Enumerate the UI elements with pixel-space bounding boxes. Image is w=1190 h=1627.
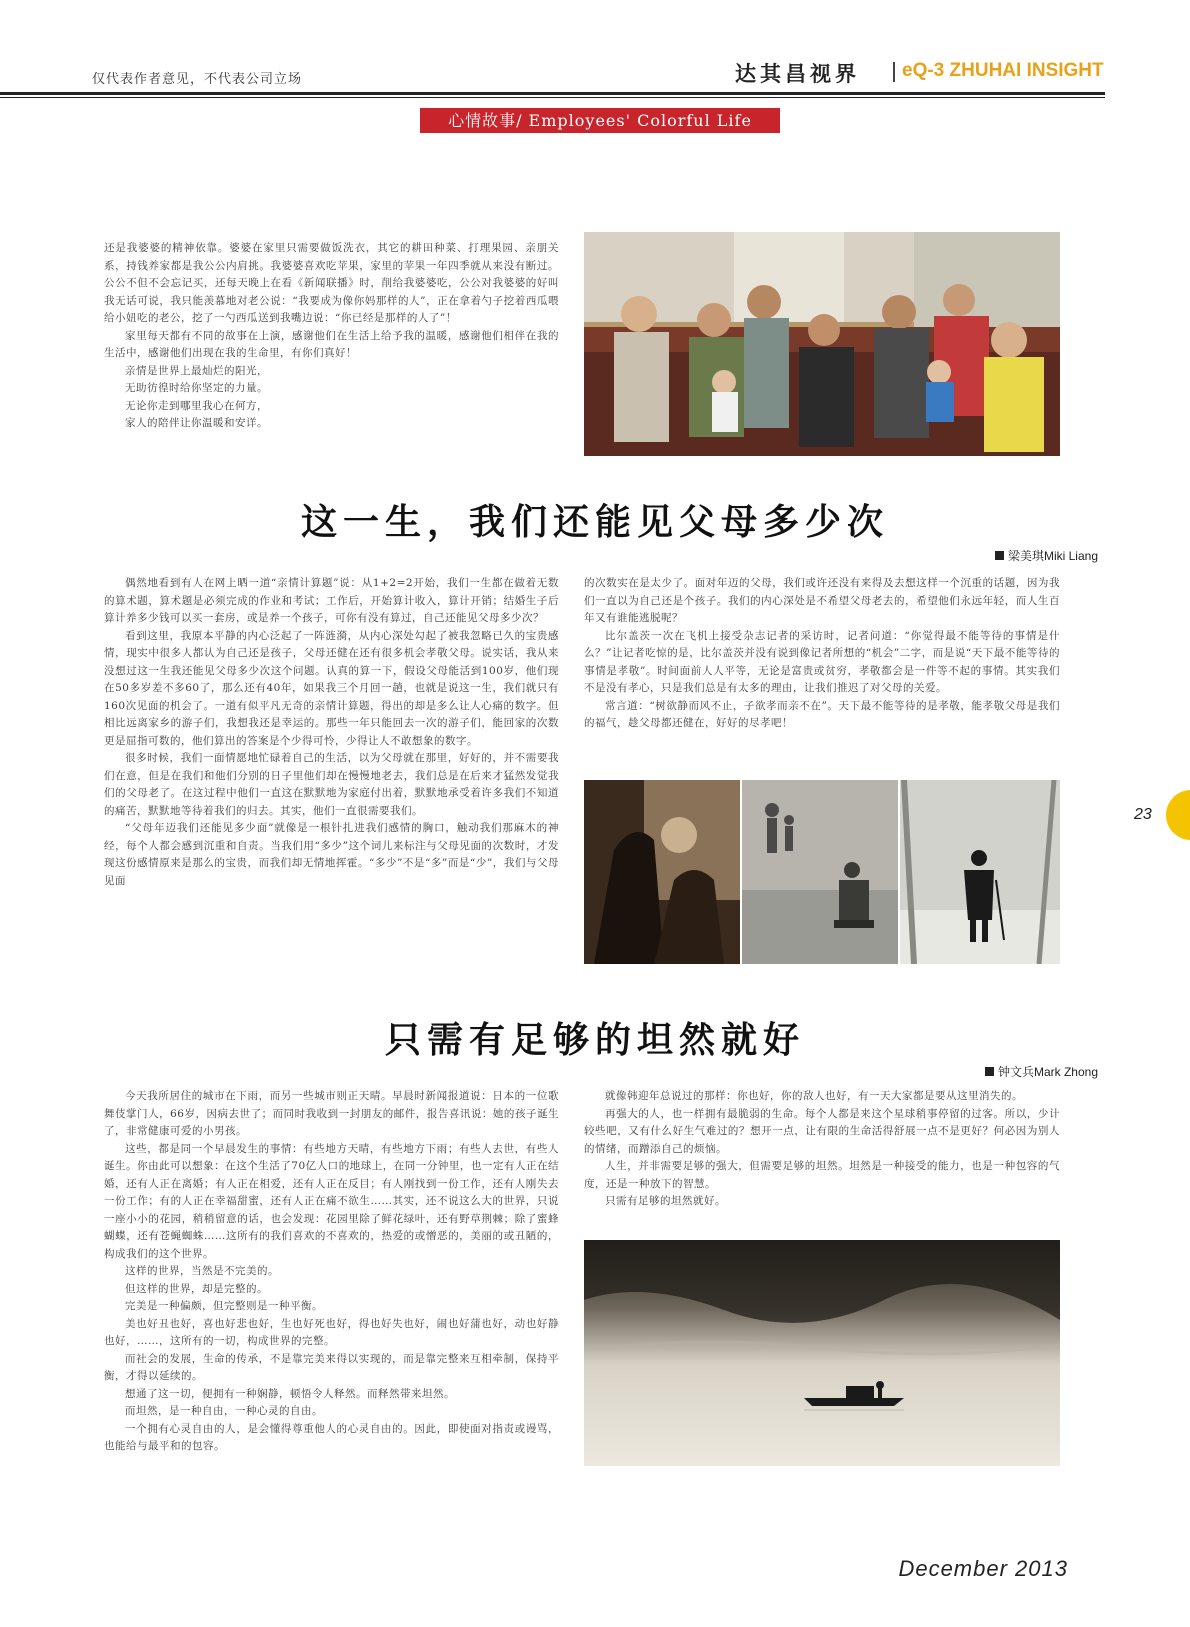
issue-date: December 2013 bbox=[898, 1556, 1068, 1581]
story1-paragraph: 家里每天都有不同的故事在上演，感谢他们在生活上给予我的温暖，感谢他们相伴在我的生活中，感谢他们出现在我的生命里，有你们真好！ bbox=[104, 329, 559, 359]
story3-paragraph: 只需有足够的坦然就好。 bbox=[605, 1195, 726, 1207]
story2-left-column bbox=[104, 575, 559, 890]
story1-text bbox=[104, 240, 559, 433]
story1-verse: 家人的陪伴让你温暖和安详。 bbox=[125, 417, 268, 429]
story3-paragraph: 今天我所居住的城市在下雨，而另一些城市则正天晴。早晨时新闻报道说：日本的一位歌舞伎掌门人，66岁，因病去世了；而同时我收到一封朋友的邮件，报告喜讯说：她的孩子诞生了，非常健康可爱的小男孩。 bbox=[104, 1090, 559, 1137]
page-tab-marker bbox=[1166, 790, 1190, 840]
header-rule-thin bbox=[0, 97, 1105, 98]
story2-paragraph: 的次数实在是太少了。面对年迈的父母，我们或许还没有来得及去想这样一个沉重的话题，因为我们一直以为自己还是个孩子。我们的内心深处是不希望父母老去的，希望他们永远年轻，而人生百年又有谁能逃脱呢？ bbox=[584, 577, 1060, 624]
story2-byline bbox=[995, 547, 1098, 564]
misty-lake-photo bbox=[584, 1240, 1060, 1466]
story3-paragraph: 而社会的发展，生命的传承，不是靠完美来得以实现的，而是靠完整来互相牵制，保持平衡，才得以延续的。 bbox=[104, 1352, 559, 1382]
page-number: 23 bbox=[1134, 806, 1152, 823]
byline-square-icon bbox=[985, 1067, 994, 1076]
story3-paragraph: 人生，并非需要足够的强大，但需要足够的坦然。坦然是一种接受的能力，也是一种包容的气度，还是一种放下的智慧。 bbox=[584, 1160, 1060, 1190]
story3-paragraph: 再强大的人，也一样拥有最脆弱的生命。每个人都是来这个星球稍事停留的过客。所以，少计较些吧，又有什么好生气难过的？想开一点，让有限的生命活得舒展一点不是更好？何必因为别人的情绪，而蹭添自己的烦恼。 bbox=[584, 1107, 1060, 1155]
story2-paragraph: 常言道：“树欲静而风不止，子欲孝而亲不在”。天下最不能等待的是孝敬，能孝敬父母是我们的福气，趁父母都还健在，好好的尽孝吧！ bbox=[584, 699, 1060, 729]
magazine-subtitle: eQ-3 ZHUHAI INSIGHT bbox=[902, 60, 1104, 81]
header-divider bbox=[893, 62, 895, 82]
story3-paragraph: 一个拥有心灵自由的人，是会懂得尊重他人的心灵自由的。因此，即使面对指责或谩骂，也能给与最平和的包容。 bbox=[104, 1422, 559, 1452]
story3-paragraph: 想通了这一切，便拥有一种娴静，顿悟令人释然。而释然带来坦然。 bbox=[125, 1387, 455, 1400]
story3-byline bbox=[985, 1063, 1098, 1080]
story2-paragraph: 比尔盖茨一次在飞机上接受杂志记者的采访时，记者问道：“你觉得最不能等待的事情是什么？”让记者吃惊的是，比尔盖茨并没有说到像记者所想的“机会”二字，而是说“天下最不能等待的事情是孝敬”。时间面前人人平等，无论是富贵或贫穷，孝敬都会是一件等不起的事情。其实我们不是没有孝心，只是我们总是有太多的理由，让我们推迟了对父母的关爱。 bbox=[584, 629, 1060, 694]
story3-paragraph: 就像韩迎年总说过的那样：你也好，你的敌人也好，有一天大家都是要从这里消失的。 bbox=[605, 1090, 1023, 1102]
section-banner: 心情故事/ Employees' Colorful Life bbox=[420, 108, 780, 133]
story1-verse: 无论你走到哪里我心在何方， bbox=[125, 399, 268, 412]
story3-paragraph: 完美是一种偏颇，但完整则是一种平衡。 bbox=[125, 1300, 323, 1312]
story3-title: 只需有足够的坦然就好 bbox=[384, 1019, 805, 1061]
story3-right-column bbox=[584, 1088, 1060, 1211]
story3-paragraph: 这样的世界，当然是不完美的。 bbox=[125, 1265, 279, 1277]
story3-author: 钟文兵Mark Zhong bbox=[997, 1065, 1098, 1079]
story3-paragraph: 但这样的世界，却是完整的。 bbox=[125, 1282, 268, 1295]
story2-right-column bbox=[584, 575, 1060, 733]
magazine-title: 达其昌视界 bbox=[735, 61, 860, 86]
family-photo bbox=[584, 232, 1060, 456]
byline-square-icon bbox=[995, 551, 1004, 560]
story2-paragraph: 很多时候，我们一面情愿地忙碌着自己的生活，以为父母就在那里，好好的，并不需要我们在意，但是在我们和他们分别的日子里他们却在慢慢地老去，我们总是在后来才猛然发觉我们的父母老了。在这过程中他们一直这在默默地为家庭付出着，默默地承受着许多我们不知道的痛苦，默默地等待着我们的归去。其实，他们一直很需要我们。 bbox=[104, 752, 559, 817]
story1-verse: 无助彷徨时给你坚定的力量。 bbox=[125, 382, 268, 394]
story2-author: 梁美琪Miki Liang bbox=[1007, 549, 1098, 563]
story3-paragraph: 而坦然，是一种自由，一种心灵的自由。 bbox=[125, 1405, 323, 1417]
story2-paragraph: “父母年迈我们还能见多少面”就像是一根针扎进我们感情的胸口，触动我们那麻木的神经，每个人都会感到沉重和自责。当我们用“多少”这个词儿来标注与父母见面的次数时，才发现这份感情原来是那么的宝贵，而我们却无情地挥霍。“多少”不是“多”而是“少”，我们与父母见面 bbox=[104, 822, 559, 887]
story1-verse: 亲情是世界上最灿烂的阳光， bbox=[125, 364, 268, 377]
header-rule bbox=[0, 92, 1105, 95]
story2-paragraph: 偶然地看到有人在网上晒一道“亲情计算题”说：从1+2=2开始，我们一生都在做着无数的算术题，算术题是必须完成的作业和考试；工作后，开始算计收入，算计开销；结婚生子后算计养多少钱可以买一套房，或是养一个孩子，可你有没有算过，自己还能见父母多少次？ bbox=[104, 577, 559, 624]
story3-left-column bbox=[104, 1088, 559, 1456]
story3-paragraph: 美也好丑也好，喜也好悲也好，生也好死也好，得也好失也好，闹也好蒲也好，动也好静也好，……，这所有的一切，构成世界的完整。 bbox=[104, 1317, 559, 1347]
disclaimer: 仅代表作者意见，不代表公司立场 bbox=[92, 72, 303, 87]
story3-paragraph: 这些，都是同一个早晨发生的事情：有些地方天晴，有些地方下雨；有些人去世，有些人诞生。你由此可以想象：在这个生活了70亿人口的地球上，在同一分钟里，也一定有人正在结婚，还有人正在离婚；有人正在相爱，还有人正在反目；有人刚找到一份工作，还有人刚失去一份工作；有的人正在幸福甜蜜，还有人正在痛不欲生……其实，还不说这么大的世界，只说一座小小的花园，稍稍留意的话，也会发现：花园里除了鲜花绿叶，还有野草荆棘；除了蜜蜂蝴蝶，还有苍蝇蜘蛛……这所有的我们喜欢的不喜欢的，热爱的或憎恶的，美丽的或丑陋的，构成我们的这个世界。 bbox=[104, 1142, 559, 1260]
elderly-photo-collage bbox=[584, 780, 1060, 964]
story1-paragraph: 还是我婆婆的精神依靠。婆婆在家里只需要做饭洗衣，其它的耕田种菜、打理果园、亲朋关系，持钱养家都是我公公内肩挑。我婆婆喜欢吃苹果，家里的苹果一年四季就从来没有断过。公公不但不会忘记买，还每天晚上在看《新闻联播》时，削给我婆婆吃，公公对我婆婆的好叫我无话可说，我只能羡慕地对老公说：“我要成为像你妈那样的人”，正在拿着勺子挖着西瓜喂给小妞吃的老公，挖了一勺西瓜送到我嘴边说：“你已经是那样的人了”！ bbox=[104, 242, 559, 324]
story2-title: 这一生，我们还能见父母多少次 bbox=[300, 501, 889, 543]
story2-paragraph: 看到这里，我原本平静的内心泛起了一阵涟漪，从内心深处勾起了被我忽略已久的宝贵感情，现实中很多人都认为自己还是孩子，父母还健在还有很多机会孝敬父母。说实话，我从来没想过这一生我还能见父母多少次这个问题。认真的算一下，假设父母能活到100岁，他们现在50多岁差不多60了，那么还有40年，如果我三个月回一趟，也就是说这一生，我们就只有160次见面的机会了。一道有似平凡无奇的亲情计算题，得出的却是多么让人心痛的数字。但相比远离家乡的游子们，我想我还是幸运的。那些一年只能回去一次的游子们，能回家的次数更是屈指可数的，他们算出的答案是个少得可怜，少得让人不敢想象的数字。 bbox=[104, 629, 559, 747]
